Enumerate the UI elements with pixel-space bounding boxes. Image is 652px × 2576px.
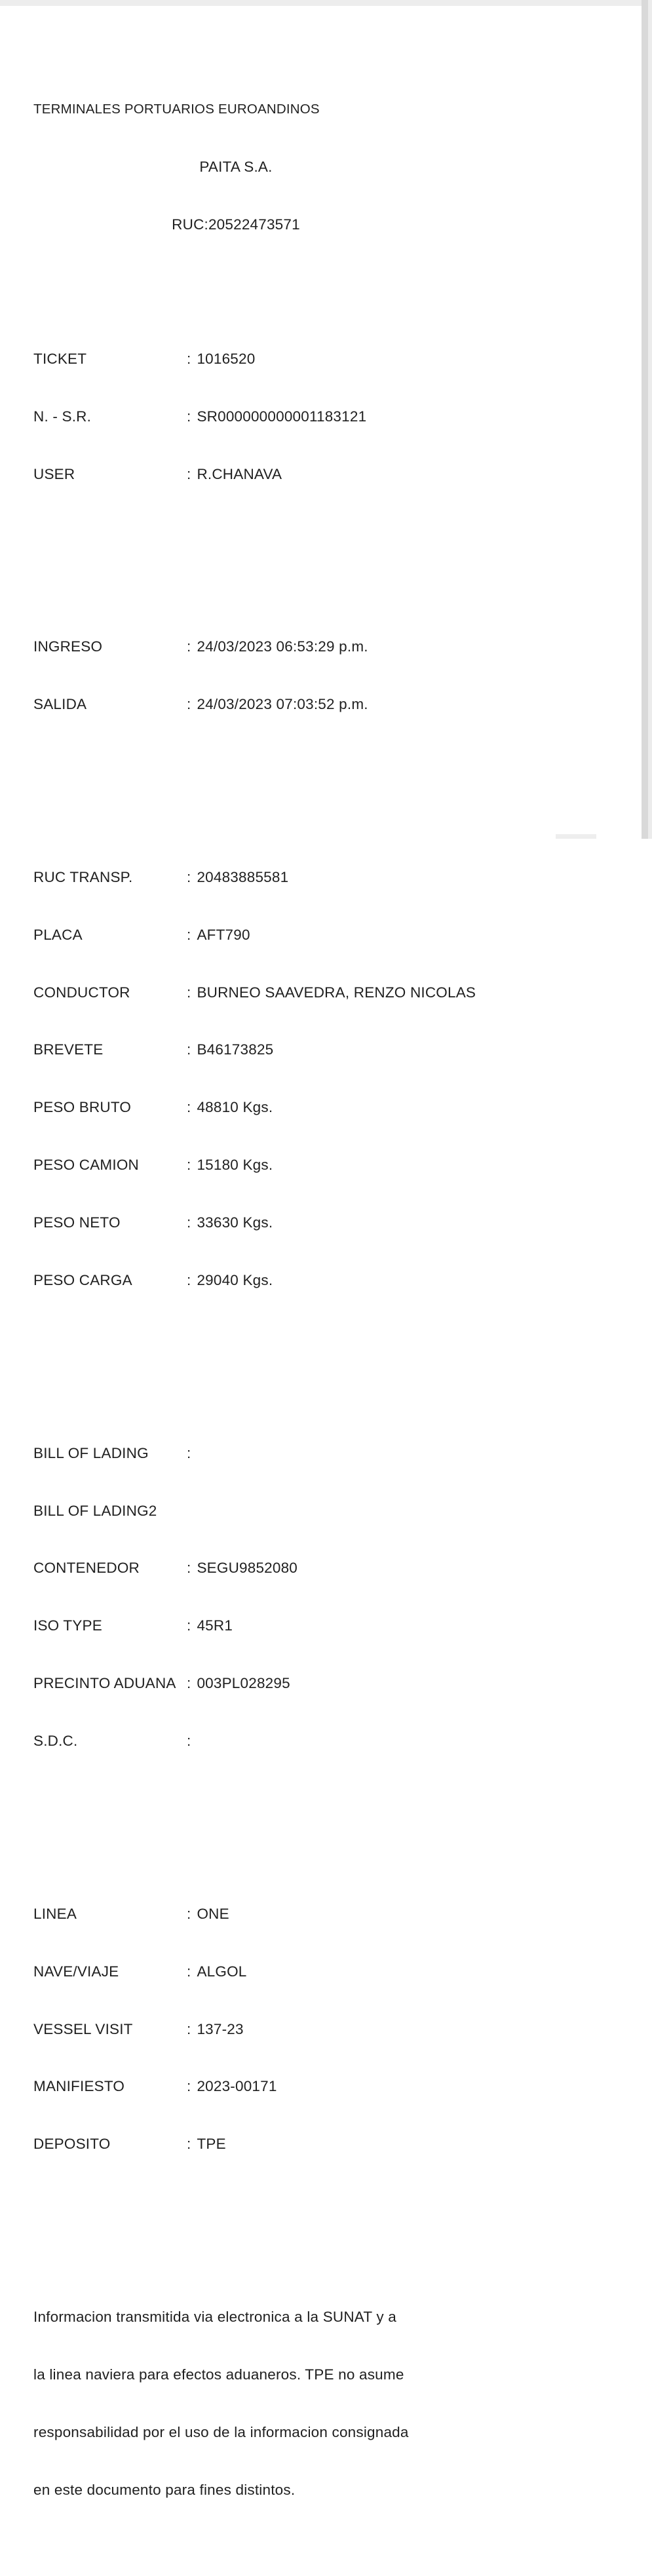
company-name: TERMINALES PORTUARIOS EUROANDINOS [33, 101, 320, 117]
row-salida [33, 695, 512, 714]
field-colon: : [187, 1157, 191, 1174]
row-ruc-transp [33, 868, 512, 887]
field-value: 137-23 [197, 2020, 244, 2037]
row-ticket [33, 349, 512, 368]
field-label: S.D.C. [33, 1733, 78, 1750]
row-peso-camion [33, 1155, 512, 1174]
field-label: USER [33, 465, 75, 482]
field-value: 24/03/2023 07:03:52 p.m. [197, 696, 368, 713]
section-ticket-info [33, 311, 512, 522]
field-colon: : [187, 638, 191, 655]
field-label: CONTENEDOR [33, 1560, 140, 1577]
field-value: 29040 Kgs. [197, 1272, 273, 1288]
field-value: BURNEO SAAVEDRA, RENZO NICOLAS [197, 984, 476, 1001]
field-colon: : [187, 2020, 191, 2037]
field-label: NAVE/VIAJE [33, 1963, 119, 1980]
field-value: ONE [197, 1905, 229, 1922]
field-colon: : [187, 465, 191, 482]
field-label: TICKET [33, 350, 87, 367]
field-value: 45R1 [197, 1617, 233, 1634]
field-colon: : [187, 2136, 191, 2153]
field-colon: : [187, 408, 191, 425]
row-nsr [33, 407, 512, 426]
section-gate-times [33, 599, 512, 752]
section-transport-weights [33, 829, 512, 1328]
row-bill-of-lading2 [33, 1501, 512, 1520]
row-ingreso [33, 637, 512, 656]
field-label: PLACA [33, 926, 83, 943]
field-colon: : [187, 1560, 191, 1577]
field-value: 2023-00171 [197, 2078, 277, 2095]
field-label: DEPOSITO [33, 2136, 111, 2153]
field-value: B46173825 [197, 1041, 274, 1058]
row-conductor [33, 983, 512, 1002]
field-label: INGRESO [33, 638, 103, 655]
field-label: BILL OF LADING [33, 1444, 149, 1461]
row-sdc [33, 1731, 512, 1750]
field-label: PESO BRUTO [33, 1099, 132, 1116]
field-label: PESO CAMION [33, 1157, 139, 1174]
field-value: SEGU9852080 [197, 1560, 298, 1577]
disclaimer-line: Informacion transmitida via electronica a la SUNAT y a [33, 2309, 396, 2326]
field-colon: : [187, 1905, 191, 1922]
field-colon: : [187, 1963, 191, 1980]
row-contenedor [33, 1558, 512, 1577]
field-value: 33630 Kgs. [197, 1214, 273, 1231]
disclaimer-line: la linea naviera para efectos aduaneros. TPE no asume [33, 2366, 404, 2383]
field-colon: : [187, 696, 191, 713]
field-label: LINEA [33, 1905, 77, 1922]
field-colon: : [187, 1041, 191, 1058]
row-deposito [33, 2134, 512, 2153]
field-label: PESO NETO [33, 1214, 121, 1231]
field-value: SR000000000001183121 [197, 408, 367, 425]
field-label: ISO TYPE [33, 1617, 102, 1634]
row-peso-carga [33, 1271, 512, 1290]
field-label: BREVETE [33, 1041, 104, 1058]
disclaimer-line: en este documento para fines distintos. [33, 2481, 296, 2498]
row-vessel-visit [33, 2020, 512, 2039]
field-value: ALGOL [197, 1963, 247, 1980]
field-colon: : [187, 1675, 191, 1692]
field-value: 15180 Kgs. [197, 1157, 273, 1174]
field-label: MANIFIESTO [33, 2078, 125, 2095]
disclaimer-line: responsabilidad por el uso de la informacion consignada [33, 2423, 409, 2440]
field-colon: : [187, 1272, 191, 1288]
row-linea [33, 1904, 512, 1923]
row-brevete [33, 1040, 512, 1059]
row-bill-of-lading [33, 1444, 512, 1463]
legal-disclaimer [33, 2269, 512, 2537]
field-label: SALIDA [33, 696, 87, 713]
field-value: 20483885581 [197, 868, 289, 885]
section-vessel-info [33, 1866, 512, 2192]
field-value: TPE [197, 2136, 226, 2153]
field-label: N. - S.R. [33, 408, 92, 425]
scan-artifact-bottom [556, 834, 596, 839]
field-value: 1016520 [197, 350, 256, 367]
field-colon: : [187, 1214, 191, 1231]
field-colon: : [187, 984, 191, 1001]
field-label: PESO CARGA [33, 1272, 132, 1288]
field-label: PRECINTO ADUANA [33, 1675, 176, 1692]
company-branch: PAITA S.A. [199, 158, 273, 175]
field-label: BILL OF LADING2 [33, 1502, 157, 1519]
field-label: VESSEL VISIT [33, 2020, 133, 2037]
field-colon: : [187, 1444, 191, 1461]
company-ruc: RUC:20522473571 [172, 216, 300, 233]
field-value: 24/03/2023 06:53:29 p.m. [197, 638, 368, 655]
row-precinto-aduana [33, 1674, 512, 1693]
field-label: RUC TRANSP. [33, 868, 133, 885]
scan-edge-right-outer [648, 0, 652, 839]
scan-edge-right [642, 0, 648, 839]
field-colon: : [187, 350, 191, 367]
field-colon: : [187, 868, 191, 885]
field-colon: : [187, 1617, 191, 1634]
ticket-document [33, 42, 512, 2576]
row-peso-neto [33, 1213, 512, 1232]
row-peso-bruto [33, 1098, 512, 1117]
row-iso-type [33, 1616, 512, 1635]
field-label: CONDUCTOR [33, 984, 130, 1001]
row-nave-viaje [33, 1962, 512, 1981]
field-colon: : [187, 2078, 191, 2095]
row-manifiesto [33, 2077, 512, 2096]
field-colon: : [187, 1099, 191, 1116]
row-placa [33, 925, 512, 944]
field-value: AFT790 [197, 926, 250, 943]
section-cargo-container [33, 1405, 512, 1789]
field-value: R.CHANAVA [197, 465, 282, 482]
field-value: 48810 Kgs. [197, 1099, 273, 1116]
scan-edge-top [0, 0, 652, 6]
field-value: 003PL028295 [197, 1675, 290, 1692]
field-colon: : [187, 1733, 191, 1750]
row-user [33, 465, 512, 484]
field-colon: : [187, 926, 191, 943]
